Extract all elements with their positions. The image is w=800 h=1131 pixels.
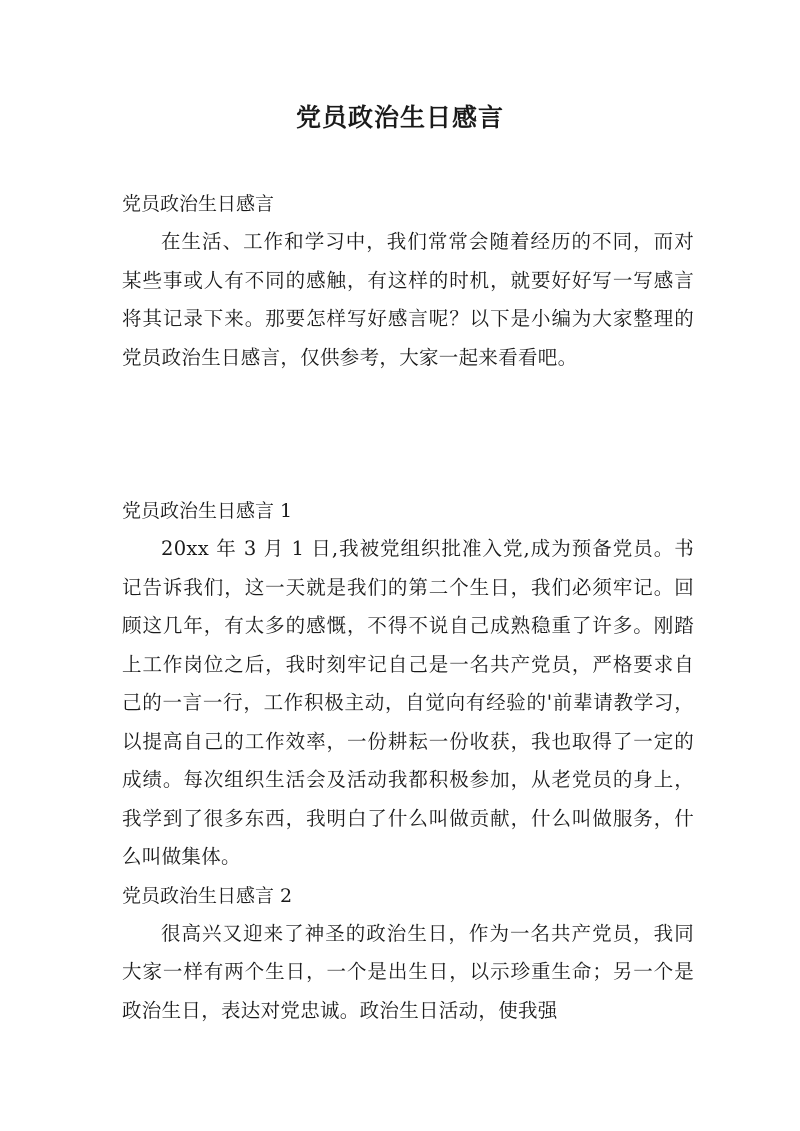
section-spacer <box>122 377 694 492</box>
intro-heading: 党员政治生日感言 <box>122 193 275 215</box>
document-body <box>122 185 694 1030</box>
section-1-paragraph: 20xx 年 3 月 1 日,我被党组织批准入党,成为预备党员。书记告诉我们，这一天就是我们的第二个生日，我们必须牢记。回顾这几年，有太多的感慨，不得不说自己成熟稳重了许多。刚踏上工作岗位之后，我时刻牢记自己是一名共产党员，严格要求自己的一言一行，工作积极主动，自觉向有经验的'前辈请教学习，以提高自己的工作效率，一份耕耘一份收获，我也取得了一定的成绩。每次组织生活会及活动我都积极参加，从老党员的身上，我学到了很多东西，我明白了什么叫做贡献，什么叫做服务，什么叫做集体。 <box>122 537 694 868</box>
document-title: 党员政治生日感言 <box>295 103 504 132</box>
section-2-heading: 党员政治生日感言 2 <box>122 884 293 907</box>
section-2-paragraph: 很高兴又迎来了神圣的政治生日，作为一名共产党员，我同大家一样有两个生日，一个是出生日，以示珍重生命；另一个是政治生日，表达对党忠诚。政治生日活动，使我强 <box>122 921 694 1022</box>
intro-paragraph: 在生活、工作和学习中，我们常常会随着经历的不同，而对某些事或人有不同的感触，有这样的时机，就要好好写一写感言将其记录下来。那要怎样写好感言呢？以下是小编为大家整理的党员政治生日感言，仅供参考，大家一起来看看吧。 <box>122 230 694 369</box>
section-1-heading: 党员政治生日感言 1 <box>122 500 293 522</box>
